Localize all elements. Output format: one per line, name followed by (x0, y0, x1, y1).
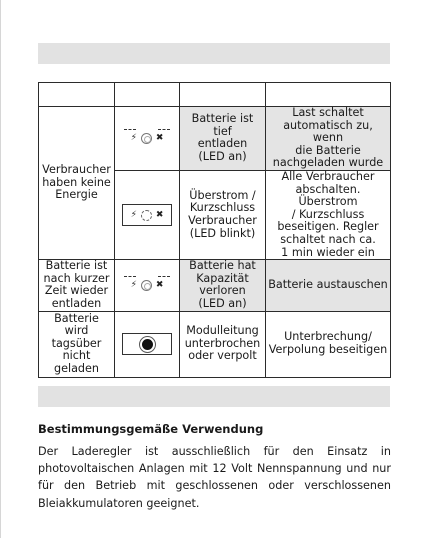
led-cell (115, 311, 180, 377)
remedy-cell: Alle Verbraucher abschalten. Überstrom / Kurzschluss beseitigen. Regler schaltet nach ca. 1 min wieder ein (266, 170, 391, 259)
table-row (39, 107, 391, 171)
battery-icon: ✖ (155, 279, 164, 290)
remedy-cell: Batterie austauschen (266, 260, 391, 311)
symptom-cell: Verbraucher haben keine Energie (39, 107, 115, 260)
led-indicator (122, 333, 172, 355)
cause-cell: Batterie hat Kapazität verloren (LED an) (180, 260, 266, 311)
intended-use-text: Der Laderegler ist ausschließlich für den Einsatz in photovoltaischen Anlagen mit 12 Volt Nennspannung und nur für den Betrieb mit geschlossenen oder verschlossenen Bleiakkumulatoren geeignet. (38, 445, 391, 510)
header-cell-symptom (39, 83, 115, 107)
battery-icon: ✖ (155, 132, 164, 143)
led-blink-icon (141, 210, 152, 221)
section-bar-mid (38, 386, 390, 407)
led-cell (115, 260, 180, 311)
led-on-icon (142, 339, 153, 350)
header-cell-cause (180, 83, 266, 107)
header-cell-remedy (266, 83, 391, 107)
remedy-cell: Last schaltet automatisch zu, wenn die Batterie nachgeladen wurde (266, 107, 391, 171)
symptom-cell: Batterie ist nach kurzer Zeit wieder entladen (39, 260, 115, 311)
symptom-cell: Batterie wird tagsüber nicht geladen (39, 311, 115, 377)
table-row (39, 311, 391, 377)
table-header-row (39, 83, 391, 107)
led-off-icon (141, 280, 152, 291)
solar-module-icon: ⚡ (130, 279, 137, 290)
header-cell-led (115, 83, 180, 107)
cause-cell: Batterie ist tief entladen (LED an) (180, 107, 266, 171)
led-cell (115, 170, 180, 259)
cause-cell: Überstrom / Kurzschluss Verbraucher (LED blinkt) (180, 170, 266, 259)
led-off-icon (141, 133, 152, 144)
led-indicator (122, 274, 172, 296)
remedy-cell: Unterbrechung/ Verpolung beseitigen (266, 311, 391, 377)
troubleshooting-table (38, 82, 391, 378)
led-indicator (122, 127, 172, 149)
solar-module-icon: ⚡ (130, 132, 137, 143)
page-edge (0, 0, 1, 538)
led-cell (115, 107, 180, 171)
section-bar-top (38, 43, 390, 64)
battery-icon: ✖ (155, 209, 164, 220)
table-row (39, 260, 391, 311)
solar-module-icon: ⚡ (130, 209, 137, 220)
led-indicator (122, 204, 172, 226)
intended-use-heading: Bestimmungsgemäße Verwendung (38, 422, 264, 436)
cause-cell: Modulleitung unterbrochen oder verpolt (180, 311, 266, 377)
